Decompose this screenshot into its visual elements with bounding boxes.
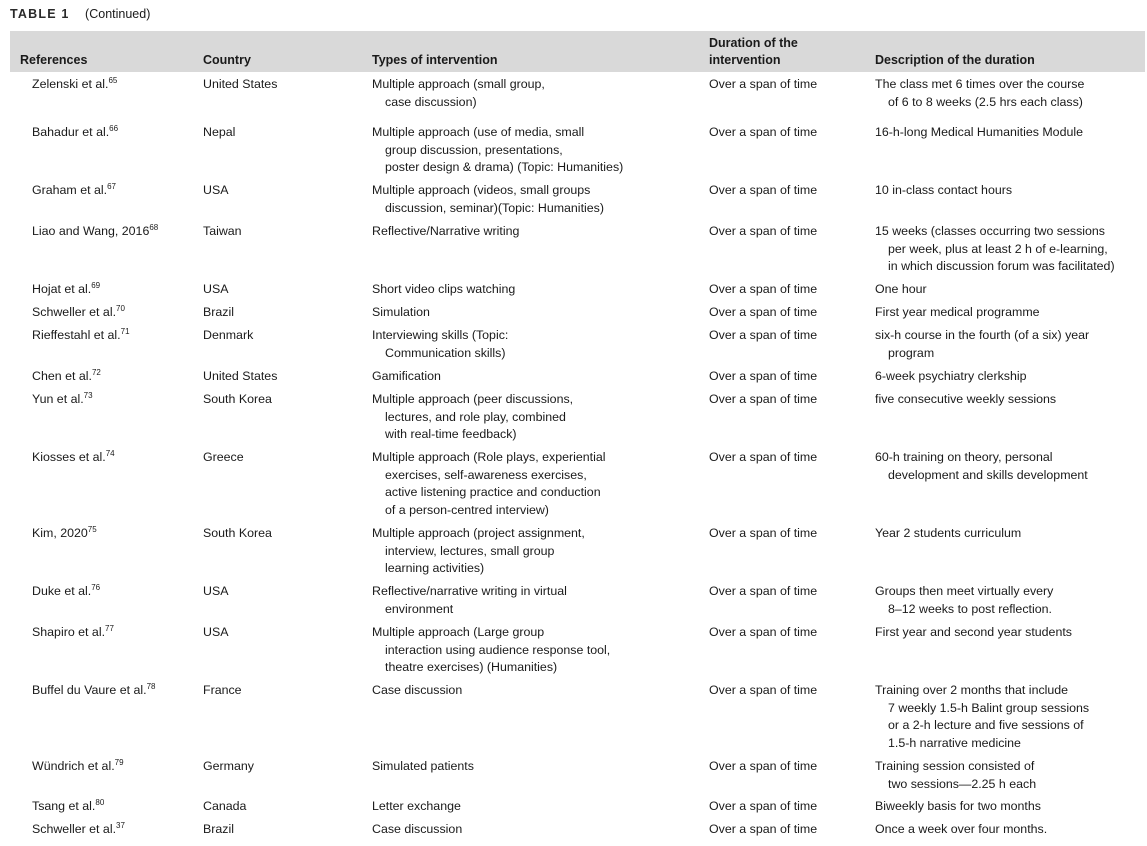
types-of-intervention-line: of a person-centred interview) <box>385 502 549 517</box>
cell-types-of-intervention <box>372 76 702 111</box>
reference-text: Yun et al. <box>32 392 84 406</box>
types-of-intervention-line: Multiple approach (videos, small groups <box>372 183 591 197</box>
reference-citation-number: 69 <box>91 281 101 290</box>
reference-text: Wündrich et al. <box>32 759 115 773</box>
cell-reference <box>32 182 197 200</box>
description-line: 16-h-long Medical Humanities Module <box>875 125 1083 139</box>
cell-types-of-intervention <box>372 758 702 776</box>
reference-text: Shapiro et al. <box>32 625 106 639</box>
types-of-intervention-line: Multiple approach (peer discussions, <box>372 392 574 406</box>
cell-duration: Over a span of time <box>709 822 818 836</box>
reference-citation-number: 67 <box>107 182 116 191</box>
reference-citation-number: 80 <box>95 798 105 807</box>
cell-reference <box>32 821 197 839</box>
cell-types-of-intervention <box>372 304 702 322</box>
cell-duration: Over a span of time <box>709 683 818 697</box>
cell-description <box>875 758 1143 793</box>
description-line: Year 2 students curriculum <box>875 526 1022 540</box>
reference-text: Graham et al. <box>32 183 108 197</box>
table-caption <box>10 6 150 22</box>
cell-description <box>875 821 1143 839</box>
cell-duration: Over a span of time <box>709 282 818 296</box>
description-line: The class met 6 times over the course <box>875 77 1085 91</box>
cell-duration: Over a span of time <box>709 625 818 639</box>
cell-duration: Over a span of time <box>709 125 818 139</box>
reference-citation-number: 37 <box>116 821 125 830</box>
types-of-intervention-line: Multiple approach (use of media, small <box>372 125 585 139</box>
cell-country: Taiwan <box>203 224 242 238</box>
reference-text: Chen et al. <box>32 369 92 383</box>
types-of-intervention-line: Multiple approach (small group, <box>372 77 545 91</box>
cell-description <box>875 391 1143 409</box>
cell-country: Canada <box>203 799 247 813</box>
cell-duration: Over a span of time <box>709 369 818 383</box>
reference-citation-number: 65 <box>108 76 118 85</box>
cell-description <box>875 124 1143 142</box>
cell-country: USA <box>203 183 229 197</box>
cell-country: Germany <box>203 759 254 773</box>
types-of-intervention-line: Short video clips watching <box>372 282 516 296</box>
cell-description <box>875 182 1143 200</box>
cell-reference <box>32 449 197 467</box>
cell-description <box>875 304 1143 322</box>
reference-text: Schweller et al. <box>32 305 117 319</box>
header-references: References <box>20 53 88 67</box>
cell-reference <box>32 798 197 816</box>
reference-text: Bahadur et al. <box>32 125 110 139</box>
types-of-intervention-line: Case discussion <box>372 822 463 836</box>
types-of-intervention-line: Gamification <box>372 369 441 383</box>
cell-country: Denmark <box>203 328 254 342</box>
cell-duration: Over a span of time <box>709 328 818 342</box>
table-header <box>10 31 1145 72</box>
types-of-intervention-line: discussion, seminar)(Topic: Humanities) <box>385 200 604 215</box>
description-line: in which discussion forum was facilitated) <box>888 259 1115 274</box>
cell-types-of-intervention <box>372 449 702 519</box>
description-line: 15 weeks (classes occurring two sessions <box>875 224 1106 238</box>
description-line: five consecutive weekly sessions <box>875 392 1057 406</box>
types-of-intervention-line: exercises, self-awareness exercises, <box>385 467 587 482</box>
cell-description <box>875 368 1143 386</box>
reference-citation-number: 70 <box>116 304 125 313</box>
types-of-intervention-line: Reflective/narrative writing in virtual <box>372 584 567 598</box>
reference-citation-number: 75 <box>87 525 97 534</box>
reference-citation-number: 74 <box>105 449 115 458</box>
types-of-intervention-line: Multiple approach (Role plays, experiential <box>372 450 606 464</box>
cell-country: United States <box>203 369 278 383</box>
cell-types-of-intervention <box>372 583 702 618</box>
cell-reference <box>32 583 197 601</box>
reference-text: Rieffestahl et al. <box>32 328 121 342</box>
reference-citation-number: 77 <box>105 624 114 633</box>
cell-duration: Over a span of time <box>709 392 818 406</box>
cell-types-of-intervention <box>372 624 702 677</box>
description-line: First year and second year students <box>875 625 1072 639</box>
types-of-intervention-line: poster design & drama) (Topic: Humanities) <box>385 160 624 175</box>
description-line: Training session consisted of <box>875 759 1035 773</box>
table-label: TABLE 1 <box>10 7 70 21</box>
types-of-intervention-line: Letter exchange <box>372 799 461 813</box>
reference-citation-number: 78 <box>146 682 156 691</box>
cell-types-of-intervention <box>372 182 702 217</box>
cell-types-of-intervention <box>372 327 702 362</box>
cell-reference <box>32 624 197 642</box>
cell-duration: Over a span of time <box>709 450 818 464</box>
cell-reference <box>32 281 197 299</box>
cell-country: Brazil <box>203 822 234 836</box>
cell-reference <box>32 76 197 94</box>
types-of-intervention-line: Simulation <box>372 305 430 319</box>
description-line: or a 2-h lecture and five sessions of <box>888 718 1084 733</box>
description-line: two sessions—2.25 h each <box>888 776 1037 791</box>
header-types-of-intervention: Types of intervention <box>372 53 498 67</box>
cell-duration: Over a span of time <box>709 526 818 540</box>
reference-citation-number: 66 <box>109 124 119 133</box>
description-line: Biweekly basis for two months <box>875 799 1041 813</box>
header-country: Country <box>203 53 251 67</box>
cell-types-of-intervention <box>372 798 702 816</box>
cell-country: Brazil <box>203 305 234 319</box>
cell-types-of-intervention <box>372 391 702 444</box>
types-of-intervention-line: Communication skills) <box>385 345 506 360</box>
cell-duration: Over a span of time <box>709 305 818 319</box>
description-line: Training over 2 months that include <box>875 683 1069 697</box>
cell-types-of-intervention <box>372 124 702 177</box>
description-line: six-h course in the fourth (of a six) year <box>875 328 1090 342</box>
reference-text: Hojat et al. <box>32 282 92 296</box>
cell-country: Nepal <box>203 125 236 139</box>
description-line: 1.5-h narrative medicine <box>888 735 1021 750</box>
cell-description <box>875 525 1143 543</box>
description-line: 7 weekly 1.5-h Balint group sessions <box>888 700 1090 715</box>
header-duration-line-2: intervention <box>709 53 781 67</box>
cell-description <box>875 449 1143 484</box>
cell-types-of-intervention <box>372 281 702 299</box>
cell-types-of-intervention <box>372 223 702 241</box>
cell-country: United States <box>203 77 278 91</box>
description-line: One hour <box>875 282 927 296</box>
types-of-intervention-line: Multiple approach (project assignment, <box>372 526 585 540</box>
types-of-intervention-line: learning activities) <box>385 561 485 576</box>
reference-text: Kiosses et al. <box>32 450 106 464</box>
reference-citation-number: 72 <box>91 368 101 377</box>
cell-country: South Korea <box>203 392 272 406</box>
types-of-intervention-line: interview, lectures, small group <box>385 543 555 558</box>
header-duration-line-1: Duration of the <box>709 36 798 50</box>
types-of-intervention-line: lectures, and role play, combined <box>385 409 566 424</box>
cell-reference <box>32 223 197 241</box>
header-description-of-duration: Description of the duration <box>875 53 1035 67</box>
cell-reference <box>32 758 197 776</box>
reference-citation-number: 76 <box>91 583 101 592</box>
cell-description <box>875 281 1143 299</box>
cell-reference <box>32 327 197 345</box>
types-of-intervention-line: case discussion) <box>385 94 477 109</box>
description-line: 6-week psychiatry clerkship <box>875 369 1027 383</box>
types-of-intervention-line: with real-time feedback) <box>385 427 517 442</box>
cell-types-of-intervention <box>372 525 702 578</box>
reference-citation-number: 68 <box>149 223 159 232</box>
description-line: of 6 to 8 weeks (2.5 hrs each class) <box>888 94 1083 109</box>
cell-reference <box>32 682 197 700</box>
cell-country: France <box>203 683 242 697</box>
description-line: development and skills development <box>888 467 1088 482</box>
cell-description <box>875 798 1143 816</box>
cell-reference <box>32 304 197 322</box>
description-line: program <box>888 345 935 360</box>
cell-duration: Over a span of time <box>709 759 818 773</box>
reference-text: Schweller et al. <box>32 822 117 836</box>
cell-country: USA <box>203 282 229 296</box>
types-of-intervention-line: Reflective/Narrative writing <box>372 224 520 238</box>
description-line: First year medical programme <box>875 305 1040 319</box>
cell-duration: Over a span of time <box>709 799 818 813</box>
cell-duration: Over a span of time <box>709 183 818 197</box>
types-of-intervention-line: Interviewing skills (Topic: <box>372 328 509 342</box>
description-line: per week, plus at least 2 h of e-learning, <box>888 241 1108 256</box>
cell-reference <box>32 368 197 386</box>
description-line: Groups then meet virtually every <box>875 584 1054 598</box>
cell-reference <box>32 525 197 543</box>
reference-text: Duke et al. <box>32 584 92 598</box>
cell-country: USA <box>203 625 229 639</box>
description-line: 10 in-class contact hours <box>875 183 1013 197</box>
cell-country: South Korea <box>203 526 272 540</box>
cell-description <box>875 76 1143 111</box>
cell-types-of-intervention <box>372 821 702 839</box>
table-continued-note: (Continued) <box>85 7 151 21</box>
cell-country: USA <box>203 584 229 598</box>
header-duration-of-intervention <box>709 35 798 69</box>
cell-description <box>875 327 1143 362</box>
reference-text: Tsang et al. <box>32 799 96 813</box>
reference-citation-number: 79 <box>114 758 124 767</box>
cell-description <box>875 583 1143 618</box>
types-of-intervention-line: environment <box>385 601 454 616</box>
types-of-intervention-line: Case discussion <box>372 683 463 697</box>
types-of-intervention-line: theatre exercises) (Humanities) <box>385 660 558 675</box>
cell-duration: Over a span of time <box>709 224 818 238</box>
reference-citation-number: 73 <box>83 391 93 400</box>
types-of-intervention-line: Multiple approach (Large group <box>372 625 545 639</box>
cell-reference <box>32 124 197 142</box>
cell-types-of-intervention <box>372 682 702 700</box>
cell-description <box>875 223 1143 276</box>
description-line: 60-h training on theory, personal <box>875 450 1053 464</box>
types-of-intervention-line: active listening practice and conduction <box>385 485 601 500</box>
reference-text: Liao and Wang, 2016 <box>32 224 150 238</box>
reference-text: Buffel du Vaure et al. <box>32 683 147 697</box>
cell-country: Greece <box>203 450 244 464</box>
reference-citation-number: 71 <box>120 327 130 336</box>
types-of-intervention-line: interaction using audience response tool, <box>385 642 611 657</box>
description-line: Once a week over four months. <box>875 822 1048 836</box>
reference-text: Kim, 2020 <box>32 526 88 540</box>
description-line: 8–12 weeks to post reflection. <box>888 601 1052 616</box>
types-of-intervention-line: Simulated patients <box>372 759 474 773</box>
types-of-intervention-line: group discussion, presentations, <box>385 142 563 157</box>
reference-text: Zelenski et al. <box>32 77 109 91</box>
cell-duration: Over a span of time <box>709 77 818 91</box>
cell-description <box>875 682 1143 752</box>
cell-reference <box>32 391 197 409</box>
cell-description <box>875 624 1143 642</box>
cell-types-of-intervention <box>372 368 702 386</box>
cell-duration: Over a span of time <box>709 584 818 598</box>
